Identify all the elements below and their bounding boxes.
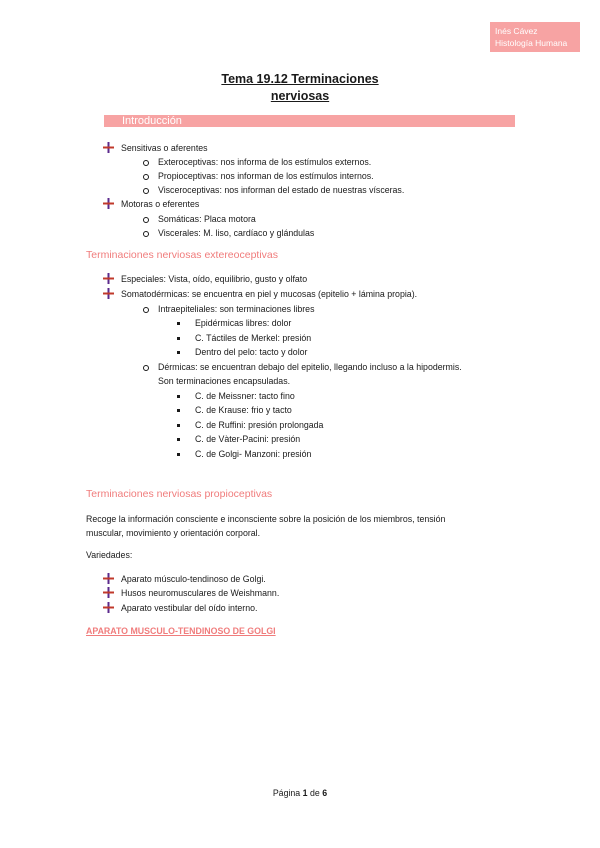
propio-item: Aparato vestibular del oído interno. bbox=[121, 603, 258, 613]
intra-item: C. Táctiles de Merkel: presión bbox=[195, 333, 312, 343]
intro-mot-item: Viscerales: M. liso, cardíaco y glándulas bbox=[158, 228, 315, 238]
star-bullet-icon bbox=[103, 273, 114, 284]
intro-sens-item: Exteroceptivas: nos informa de los estímulos externos. bbox=[158, 157, 372, 167]
circle-bullet-icon bbox=[143, 307, 149, 313]
intro-mot-item: Somáticas: Placa motora bbox=[158, 214, 256, 224]
section-intro-title: Introducción bbox=[122, 115, 182, 127]
extero-somato: Somatodérmicas: se encuentra en piel y mucosas (epitelio + lámina propia). bbox=[121, 289, 418, 299]
star-bullet-icon bbox=[103, 587, 114, 598]
star-bullet-icon bbox=[103, 602, 114, 613]
intro-motoras: Motoras o eferentes bbox=[121, 199, 200, 209]
square-bullet-icon bbox=[177, 351, 180, 354]
square-bullet-icon bbox=[177, 453, 180, 456]
header-box bbox=[490, 22, 580, 52]
square-bullet-icon bbox=[177, 322, 180, 325]
propio-variedades: Variedades: bbox=[86, 550, 133, 560]
extero-dermicas-line1: Dérmicas: se encuentran debajo del epitelio, llegando incluso a la hipodermis. bbox=[158, 362, 462, 372]
circle-bullet-icon bbox=[143, 231, 149, 237]
intro-sens-item: Visceroceptivas: nos informan del estado de nuestras vísceras. bbox=[158, 185, 405, 195]
page-title-line-2: nerviosas bbox=[270, 89, 330, 103]
derm-item: C. de Ruffini: presión prolongada bbox=[195, 420, 324, 430]
page-title-line-1: Tema 19.12 Terminaciones bbox=[221, 72, 379, 86]
footer-sep: de bbox=[310, 788, 320, 798]
star-bullet-icon bbox=[103, 573, 114, 584]
derm-item: C. de Vàter-Pacini: presión bbox=[195, 434, 301, 444]
intro-sens-item: Propioceptivas: nos informan de los estímulos internos. bbox=[158, 171, 374, 181]
circle-bullet-icon bbox=[143, 160, 149, 166]
star-bullet-icon bbox=[103, 288, 114, 299]
footer-total-pages: 6 bbox=[322, 788, 328, 798]
square-bullet-icon bbox=[177, 424, 180, 427]
circle-bullet-icon bbox=[143, 217, 149, 223]
derm-item: C. de Meissner: tacto fino bbox=[195, 391, 295, 401]
circle-bullet-icon bbox=[143, 188, 149, 194]
circle-bullet-icon bbox=[143, 365, 149, 371]
circle-bullet-icon bbox=[143, 174, 149, 180]
square-bullet-icon bbox=[177, 438, 180, 441]
star-bullet-icon bbox=[103, 198, 114, 209]
derm-item: C. de Golgi- Manzoni: presión bbox=[195, 449, 312, 459]
propio-paragraph-line2: muscular, movimiento y orientación corporal. bbox=[86, 528, 261, 538]
extero-dermicas-line2: Son terminaciones encapsuladas. bbox=[158, 376, 291, 386]
footer-prefix: Página bbox=[272, 788, 301, 798]
propio-paragraph-line1: Recoge la información consciente e inconsciente sobre la posición de los miembros, tensión bbox=[86, 514, 446, 524]
derm-item: C. de Krause: frio y tacto bbox=[195, 405, 292, 415]
square-bullet-icon bbox=[177, 395, 180, 398]
extero-especiales: Especiales: Vista, oído, equilibrio, gusto y olfato bbox=[121, 274, 308, 284]
square-bullet-icon bbox=[177, 337, 180, 340]
extero-intra: Intraepiteliales: son terminaciones libres bbox=[158, 304, 315, 314]
header-subject: Histología Humana bbox=[495, 38, 568, 48]
section-intro-bar bbox=[104, 115, 515, 127]
extero-heading: Terminaciones nerviosas extereoceptivas bbox=[86, 249, 279, 261]
square-bullet-icon bbox=[177, 409, 180, 412]
propio-item: Aparato músculo-tendinoso de Golgi. bbox=[121, 574, 266, 584]
intro-sensitivas: Sensitivas o aferentes bbox=[121, 143, 208, 153]
intra-item: Epidérmicas libres: dolor bbox=[195, 318, 292, 328]
header-author: Inés Cávez bbox=[495, 26, 538, 36]
propio-heading: Terminaciones nerviosas propioceptivas bbox=[86, 488, 273, 500]
page-footer bbox=[0, 788, 600, 798]
propio-item: Husos neuromusculares de Weishmann. bbox=[121, 588, 280, 598]
intra-item: Dentro del pelo: tacto y dolor bbox=[195, 347, 308, 357]
aparato-golgi-link[interactable]: APARATO MUSCULO-TENDINOSO DE GOLGI bbox=[86, 626, 276, 636]
footer-page-number: 1 bbox=[302, 788, 308, 798]
star-bullet-icon bbox=[103, 142, 114, 153]
